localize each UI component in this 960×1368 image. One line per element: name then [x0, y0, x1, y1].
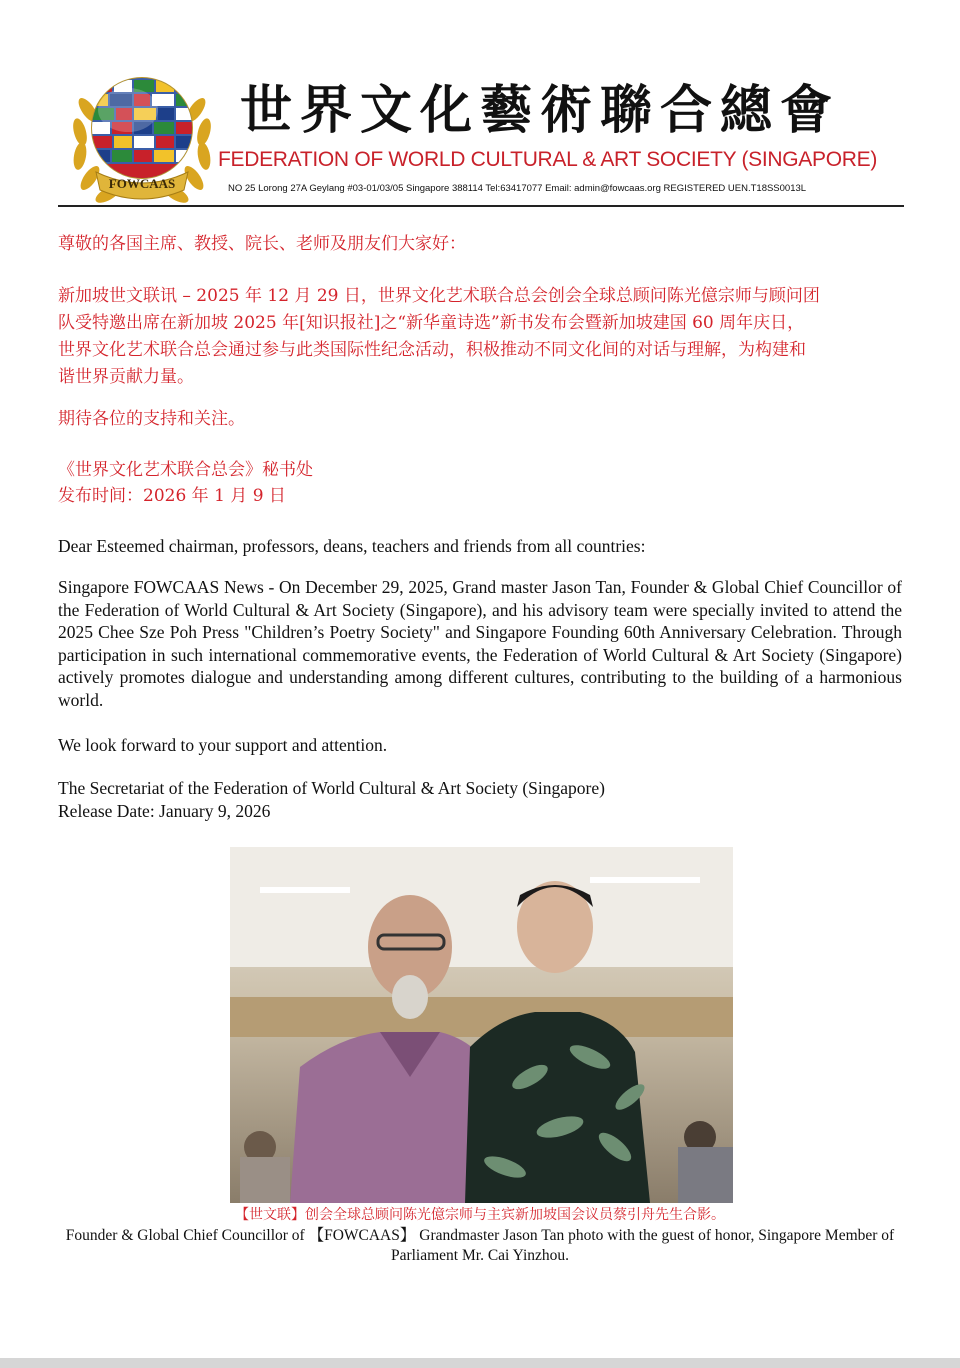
secretariat-english: The Secretariat of the Federation of World Cultural & Art Society (Singapore)	[58, 778, 605, 798]
header-divider	[58, 205, 904, 207]
body-chinese-line: 队受特邀出席在新加坡 2025 年[知识报社]之“新华童诗选”新书发布会暨新加坡建国 60 周年庆日，	[58, 313, 805, 333]
greeting-chinese: 尊敬的各国主席、教授、院长、老师及朋友们大家好：	[58, 234, 466, 254]
event-photo	[230, 847, 733, 1203]
closing-chinese: 期待各位的支持和关注。	[58, 409, 245, 429]
letterhead	[0, 0, 960, 210]
title-english: FEDERATION OF WORLD CULTURAL & ART SOCIETY (SINGAPORE)	[218, 148, 878, 171]
release-date-english: Release Date: January 9, 2026	[58, 801, 271, 821]
release-date-chinese: 发布时间：2026 年 1 月 9 日	[58, 486, 286, 506]
closing-english: We look forward to your support and attention.	[58, 735, 388, 755]
fowcaas-globe-logo	[62, 70, 222, 210]
photo-caption-chinese: 【世文联】创会全球总顾问陈光億宗师与主宾新加坡国会议员蔡引舟先生合影。	[235, 1207, 725, 1223]
logo-text: FOWCAAS	[108, 176, 176, 191]
address-line: NO 25 Lorong 27A Geylang #03-01/03/05 Singapore 388114 Tel:63417077 Email: admin@fowcaas.org REGISTERED UEN.T18SS0013L	[228, 183, 807, 194]
photo-caption-english: Founder & Global Chief Councillor of 【FOWCAAS】 Grandmaster Jason Tan photo with the guest of honor, Singapore Member of Parliament Mr. Cai Yinzhou.	[65, 1227, 895, 1264]
body-chinese	[58, 283, 904, 391]
body-chinese-line: 世界文化艺术联合总会通过参与此类国际性纪念活动，积极推动不同文化间的对话与理解，为构建和	[58, 340, 806, 360]
body-english: Singapore FOWCAAS News - On December 29, 2025, Grand master Jason Tan, Founder & Global Chief Councillor of the Federation of World Cultural & Art Society (Singapore), and his advisory team were specially invited to attend the 2025 Chee Sze Poh Press "Children’s Poetry Society" and Singapore Founding 60th Anniversary Celebration. Through participation in such international commemorative events, the Federation of World Cultural & Art Society (Singapore) actively promotes dialogue and understanding among different cultures, contributing to the building of a harmonious world.	[58, 577, 902, 710]
body-chinese-line: 谐世界贡献力量。	[58, 367, 194, 387]
secretariat-chinese: 《世界文化艺术联合总会》秘书处	[58, 460, 313, 480]
page-bottom-bar	[0, 1358, 960, 1368]
body-chinese-line: 新加坡世文联讯 – 2025 年 12 月 29 日，世界文化艺术联合总会创会全球总顾问陈光億宗师与顾问团	[58, 286, 820, 306]
title-chinese: 世界文化藝術聯合總會	[240, 80, 841, 141]
greeting-english: Dear Esteemed chairman, professors, deans, teachers and friends from all countries:	[58, 536, 646, 556]
